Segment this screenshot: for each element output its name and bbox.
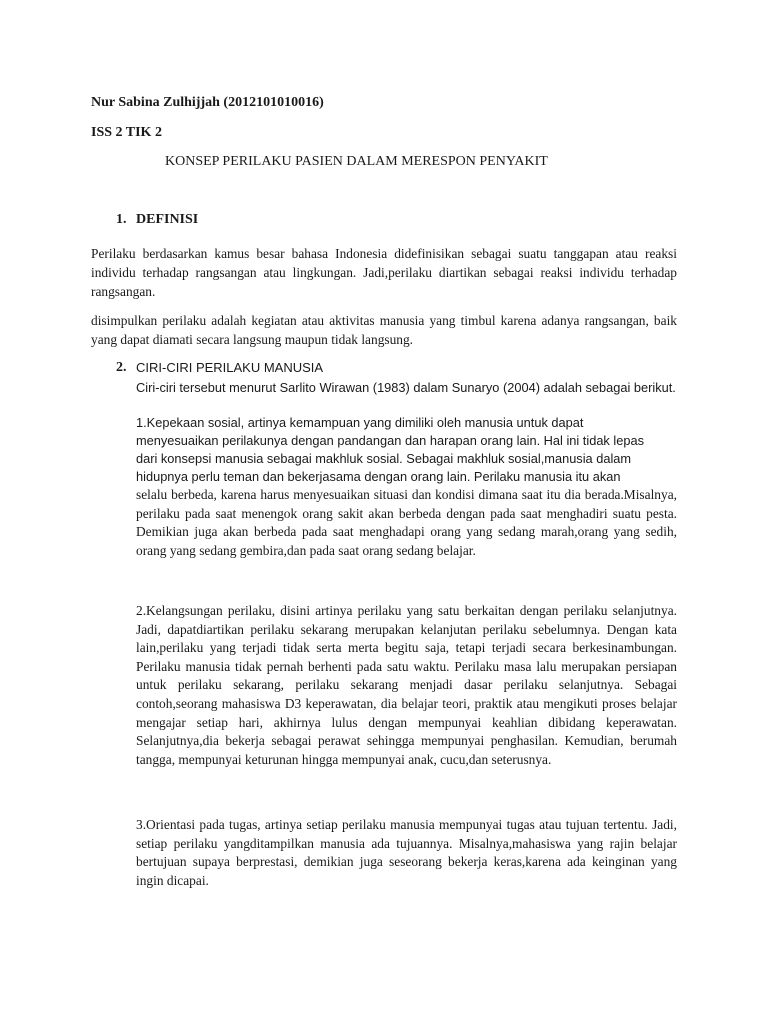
- document-title: KONSEP PERILAKU PASIEN DALAM MERESPON PENYAKIT: [165, 154, 548, 169]
- section-2-number: 2.: [116, 360, 127, 375]
- trait-2-paragraph: 2.Kelangsungan perilaku, disini artinya perilaku yang satu berkaitan dengan perilaku selanjutnya. Jadi, dapatdiartikan perilaku sekarang merupakan kelanjutan perilaku sebelumnya. Dengan kata lain,perilaku yang terjadi tidak serta merta begitu saja, tetapi terjadi secara berkesinambungan. Perilaku manusia tidak pernah berhenti pada satu waktu. Perilaku masa lalu merupakan persiapan untuk perilaku sekarang, perilaku sekarang menjadi dasar perilaku selanjutnya. Sebagai contoh,seorang mahasiswa D3 keperawatan, dia belajar teori, praktik atau mengikuti proses belajar mengajar setiap hari, akhirnya lulus dengan mempunyai keahlian dibidang keperawatan. Selanjutnya,dia bekerja sebagai perawat sehingga mempunyai penghasilan. Kemudian, berumah tangga, mempunyai keturunan hingga mempunyai anak, cucu,dan seterusnya.: [136, 603, 677, 767]
- trait-1-paragraph-start: 1.Kepekaan sosial, artinya kemampuan yang dimiliki oleh manusia untuk dapat menyesuaikan perilakunya dengan pandangan dan harapan orang lain. Hal ini tidak lepas dari konsepsi manusia sebagai makhluk sosial. Sebagai makhluk sosial,manusia dalam hidupnya perlu teman dan bekerjasama dengan orang lain. Perilaku manusia itu akan: [136, 415, 644, 484]
- author-name: Nur Sabina Zulhijjah (2012101010016): [91, 95, 324, 110]
- section-2-heading: CIRI-CIRI PERILAKU MANUSIA: [136, 360, 324, 375]
- definition-paragraph-2: disimpulkan perilaku adalah kegiatan atau aktivitas manusia yang timbul karena adanya rangsangan, baik yang dapat diamati secara langsung maupun tidak langsung.: [91, 313, 677, 347]
- section-1-heading: DEFINISI: [136, 212, 199, 227]
- definition-paragraph-1: Perilaku berdasarkan kamus besar bahasa Indonesia didefinisikan sebagai suatu tanggapan atau reaksi individu terhadap rangsangan atau lingkungan. Jadi,perilaku diartikan sebagai reaksi individu terhadap rangsangan.: [91, 246, 677, 299]
- section-1-number: 1.: [116, 212, 127, 227]
- trait-3-paragraph: 3.Orientasi pada tugas, artinya setiap perilaku manusia mempunyai tugas atau tujuan tertentu. Jadi, setiap perilaku yangditampilkan manusia ada tujuannya. Misalnya,mahasiswa yang rajin belajar bertujuan supaya berprestasi, demikian juga seseorang bekerja keras,karena ada keinginan yang ingin dicapai.: [136, 817, 677, 888]
- class-name: ISS 2 TIK 2: [91, 125, 162, 140]
- trait-1-paragraph-end: selalu berbeda, karena harus menyesuaikan situasi dan kondisi dimana saat itu dia berada.Misalnya, perilaku pada saat menengok orang sakit akan berbeda dengan pada saat menghadiri suatu pesta. Demikian juga akan berbeda pada saat menghadapi orang yang sedang marah,orang yang sedih, orang yang sedang gembira,dan pada saat orang sedang belajar.: [136, 487, 677, 558]
- section-2-intro: Ciri-ciri tersebut menurut Sarlito Wirawan (1983) dalam Sunaryo (2004) adalah sebagai berikut.: [136, 380, 676, 395]
